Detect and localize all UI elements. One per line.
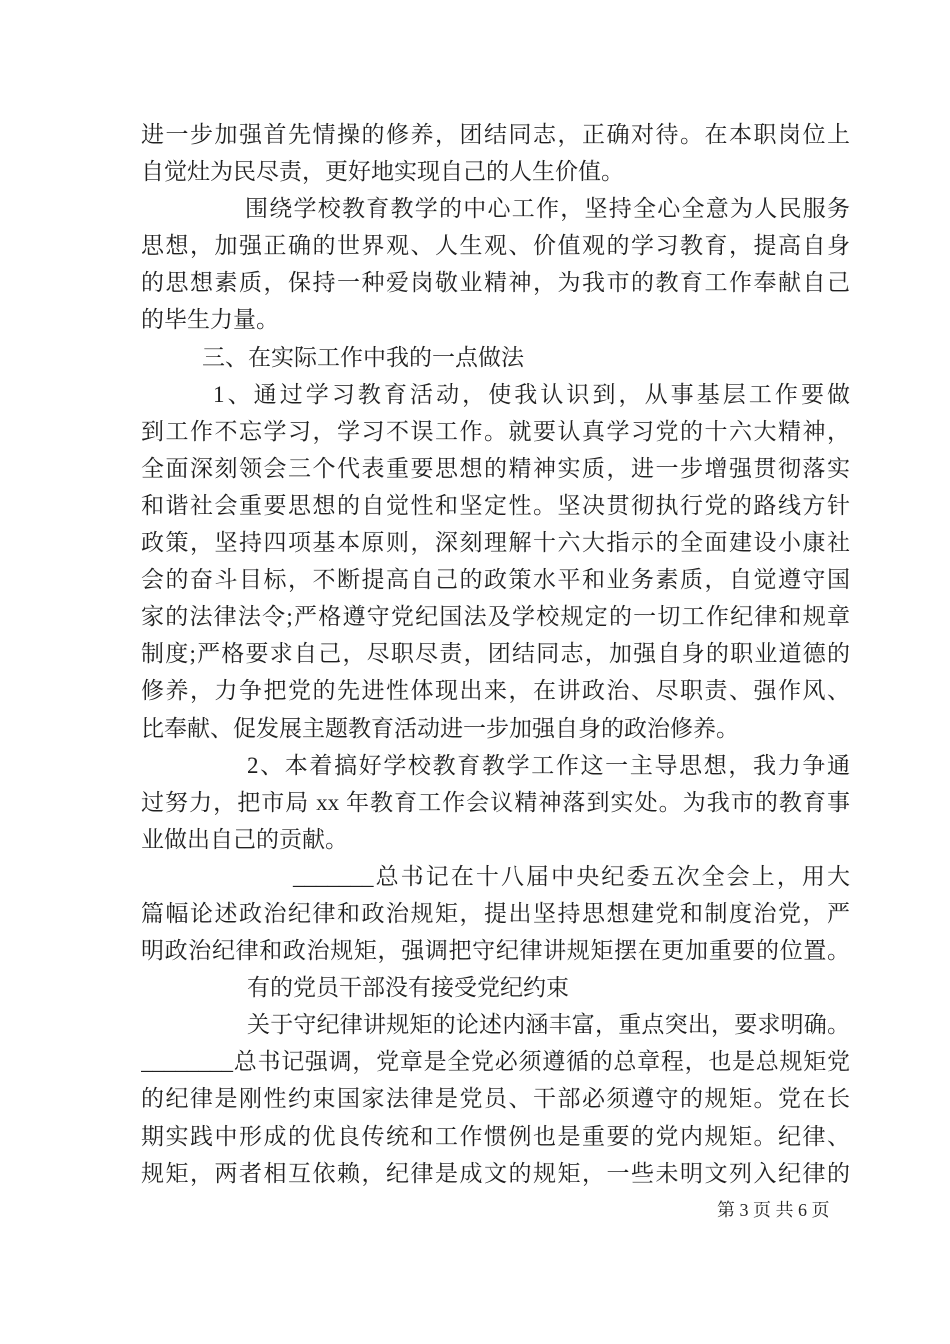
text-line: 到工作不忘学习，学习不误工作。就要认真学习党的十六大精神， bbox=[141, 418, 850, 444]
text-line: 三、在实际工作中我的一点做法 bbox=[202, 344, 524, 370]
text-line: 的思想素质，保持一种爱岗敬业精神，为我市的教育工作奉献自己 bbox=[141, 270, 850, 296]
text-line: 有的党员干部没有接受党纪约束 bbox=[247, 975, 569, 1001]
text-line: 的纪律是刚性约束国家法律是党员、干部必须遵守的规矩。党在长 bbox=[141, 1086, 850, 1112]
text-line: 政策，坚持四项基本原则，深刻理解十六大指示的全面建设小康社 bbox=[141, 530, 850, 556]
text-line: 思想，加强正确的世界观、人生观、价值观的学习教育，提高自身 bbox=[141, 233, 850, 259]
paragraph bbox=[141, 190, 850, 338]
text-line: 业做出自己的贡献。 bbox=[141, 826, 348, 852]
text-line: 比奉献、促发展主题教育活动进一步加强自身的政治修养。 bbox=[141, 715, 739, 741]
text-line: 制度;严格要求自己，尽职尽责，团结同志，加强自身的职业道德的 bbox=[141, 641, 850, 667]
text-line: 篇幅论述政治纪律和政治规矩，提出坚持思想建党和制度治党，严 bbox=[141, 900, 850, 926]
text-line: 关于守纪律讲规矩的论述内涵丰富，重点突出，要求明确。 bbox=[247, 1012, 850, 1038]
text-line: 围绕学校教育教学的中心工作，坚持全心全意为人民服务 bbox=[245, 196, 850, 222]
text-line: 修养，力争把党的先进性体现出来，在讲政治、尽职责、强作风、 bbox=[141, 678, 850, 704]
text-line: 规矩，两者相互依赖，纪律是成文的规矩，一些未明文列入纪律的 bbox=[141, 1160, 850, 1186]
page-footer: 第 3 页 共 6 页 bbox=[717, 1200, 830, 1220]
text-line: _______总书记在十八届中央纪委五次全会上，用大 bbox=[293, 863, 850, 889]
text-line: 自觉灶为民尽责，更好地实现自己的人生价值。 bbox=[141, 159, 624, 185]
text-line: 家的法律法令;严格遵守党纪国法及学校规定的一切工作纪律和规章 bbox=[141, 604, 850, 630]
document-body bbox=[141, 116, 850, 1192]
text-line: 全面深刻领会三个代表重要思想的精神实质，进一步增强贯彻落实 bbox=[141, 455, 850, 481]
paragraph bbox=[141, 858, 850, 969]
paragraph bbox=[141, 969, 850, 1006]
paragraph bbox=[141, 376, 850, 747]
text-line: 明政治纪律和政治规矩，强调把守纪律讲规矩摆在更加重要的位置。 bbox=[141, 938, 850, 964]
paragraph bbox=[141, 116, 850, 190]
text-line: 2、本着搞好学校教育教学工作这一主导思想，我力争通 bbox=[247, 752, 850, 778]
text-line: 进一步加强首先情操的修养，团结同志，正确对待。在本职岗位上 bbox=[141, 122, 850, 147]
text-line: 过努力，把市局 xx 年教育工作会议精神落到实处。为我市的教育事 bbox=[141, 789, 850, 815]
paragraph bbox=[141, 1043, 850, 1191]
text-line: ________总书记强调，党章是全党必须遵循的总章程，也是总规矩党 bbox=[141, 1049, 850, 1075]
text-line: 1、通过学习教育活动，使我认识到，从事基层工作要做 bbox=[213, 381, 850, 407]
paragraph bbox=[141, 747, 850, 858]
text-line: 和谐社会重要思想的自觉性和坚定性。坚决贯彻执行党的路线方针 bbox=[141, 492, 850, 518]
text-line: 会的奋斗目标，不断提高自己的政策水平和业务素质，自觉遵守国 bbox=[141, 567, 850, 593]
paragraph bbox=[141, 339, 850, 376]
paragraph bbox=[141, 1006, 850, 1043]
text-line: 的毕生力量。 bbox=[141, 307, 279, 333]
text-line: 期实践中形成的优良传统和工作惯例也是重要的党内规矩。纪律、 bbox=[141, 1123, 850, 1149]
